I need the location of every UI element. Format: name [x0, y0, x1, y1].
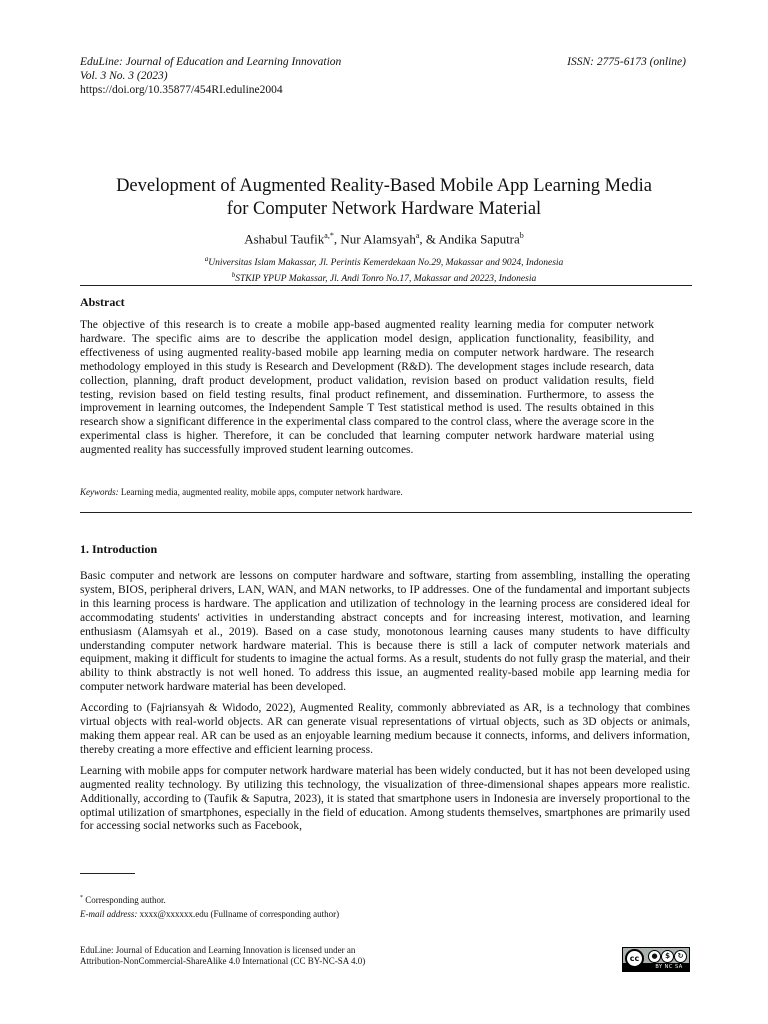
- license-line-1: EduLine: Journal of Education and Learning Innovation is licensed under an: [80, 945, 356, 955]
- affiliations: [60, 253, 708, 285]
- footnote-mark: *: [80, 895, 83, 901]
- cc-license-badge[interactable]: [622, 947, 690, 972]
- author-3-sup: b: [519, 231, 524, 240]
- author-separator: ,: [333, 231, 341, 247]
- affiliation-a-sup: a: [204, 255, 209, 263]
- no-dollar-icon: $: [661, 950, 674, 963]
- email-value: xxxx@xxxxxx.edu (Fullname of corresponding author): [137, 909, 340, 919]
- header-left: [80, 55, 341, 97]
- abstract-heading: Abstract: [80, 295, 125, 309]
- author-3: Andika Saputra: [438, 231, 520, 247]
- author-2: Nur Alamsyah: [340, 231, 416, 247]
- abstract-text: The objective of this research is to create a mobile app-based augmented reality learning media for computer network hardware. The specific aims are to describe the application model design, application functionality, feasibility, and effectiveness of using augmented reality-based mobile app learning media on computer network hardware. The research methodology employed in this study is Research and Development (R&D). The development stages include research, data collection, planning, draft product development, product validation, revision based on product validation results, field testing, revision based on field testing results, final product refinement, and dissemination. Furthermore, to assess the improvement in learning outcomes, the Independent Sample T Test statistical method is used. The results obtained in this research show a significant difference in the experimental class compared to the control class, where the average score in the experimental class is higher. Therefore, it can be concluded that learning computer network hardware material using augmented reality has successfully improved student learning outcomes.: [80, 319, 654, 457]
- paragraph: Learning with mobile apps for computer network hardware material has been widely conducted, but it has not been developed using augmented reality technology. By utilizing this technology, the visualization of three-dimensional shapes appears more realistic. Additionally, according to (Taufik & Saputra, 2023), it is stated that smartphone users in Indonesia are inversely proportional to the optimal utilization of smartphones, especially in the field of education. Among students themselves, smartphones are primarily used for accessing social networks such as Facebook,: [80, 764, 690, 833]
- title-line-1: Development of Augmented Reality-Based Mobile App Learning Media: [116, 176, 652, 196]
- journal-volume: Vol. 3 No. 3 (2023): [80, 70, 168, 82]
- footnote-divider: [80, 873, 135, 874]
- license-statement: [80, 945, 500, 967]
- badge-label: BY NC SA: [655, 964, 683, 970]
- corresponding-author-text: Corresponding author.: [83, 895, 166, 905]
- keywords-label: Keywords:: [80, 487, 119, 497]
- author-2-sup: a: [415, 231, 420, 240]
- author-1: Ashabul Taufik: [244, 231, 325, 247]
- affiliation-b-text: STKIP YPUP Makassar, Jl. Andi Tonro No.17, Makassar and 20223, Indonesia: [235, 274, 537, 285]
- corresponding-author-note: [80, 891, 339, 907]
- affiliation-b: [60, 269, 708, 285]
- top-divider: [80, 285, 692, 286]
- keywords: [80, 486, 680, 498]
- introduction-body: [80, 570, 690, 841]
- author-separator: , &: [419, 231, 439, 247]
- cc-icon: cc: [625, 949, 644, 968]
- email-line: [80, 907, 339, 921]
- issn: ISSN: 2775-6173 (online): [567, 56, 686, 68]
- section-heading: 1. Introduction: [80, 542, 158, 556]
- keywords-text: Learning media, augmented reality, mobile apps, computer network hardware.: [118, 487, 403, 497]
- author-1-sup: a,*: [324, 231, 334, 240]
- affiliation-a: [60, 253, 708, 269]
- title-line-2: for Computer Network Hardware Material: [226, 199, 542, 219]
- person-icon: ●: [648, 950, 661, 963]
- paragraph: According to (Fajriansyah & Widodo, 2022), Augmented Reality, commonly abbreviated as AR, is a technology that combines virtual objects with real-world objects. AR can generate visual representations of virtual objects, such as 3D objects or animals, making them appear real. AR can be used as an enjoyable learning medium because it connects, informs, and delivers information, thereby creating a more effective and efficient learning process.: [80, 702, 690, 756]
- paragraph: Basic computer and network are lessons on computer hardware and software, starting from assembling, installing the operating system, BIOS, peripheral drivers, LAN, WAN, and MAN networks, to IP addresses. One of the fundamental and important subjects in this learning process is hardware. The application and utilization of technology in the learning process are considered ideal for accommodating students' activities in understanding abstract concepts and for increasing interest, motivation, and learning enthusiasm (Alamsyah et al., 2019). Based on a case study, monotonous learning causes many students to have difficulty understanding computer network hardware material. This is because there is still a lack of computer network materials and equipment, making it difficult for students to imagine the actual forms. As a result, students do not fully grasp the material, and their ability to think abstractly is not well honed. To address this issue, an augmented reality-based mobile app learning media for computer network hardware material has been developed.: [80, 570, 690, 694]
- journal-name: EduLine: Journal of Education and Learning Innovation: [80, 56, 342, 68]
- email-label: E-mail address:: [80, 909, 138, 919]
- doi-link[interactable]: https://doi.org/10.35877/454RI.eduline2004: [80, 84, 283, 96]
- affiliation-b-sup: b: [231, 271, 236, 280]
- license-line-2[interactable]: Attribution-NonCommercial-ShareAlike 4.0 International (CC BY-NC-SA 4.0): [80, 956, 366, 966]
- abstract-divider: [80, 512, 692, 513]
- share-alike-icon: ↻: [674, 950, 687, 963]
- author-list: [60, 228, 708, 247]
- paper-title: [60, 175, 708, 221]
- footnote: [80, 891, 339, 921]
- affiliation-a-text: Universitas Islam Makassar, Jl. Perintis Kemerdekaan No.29, Makassar and 9024, Indonesia: [208, 258, 564, 269]
